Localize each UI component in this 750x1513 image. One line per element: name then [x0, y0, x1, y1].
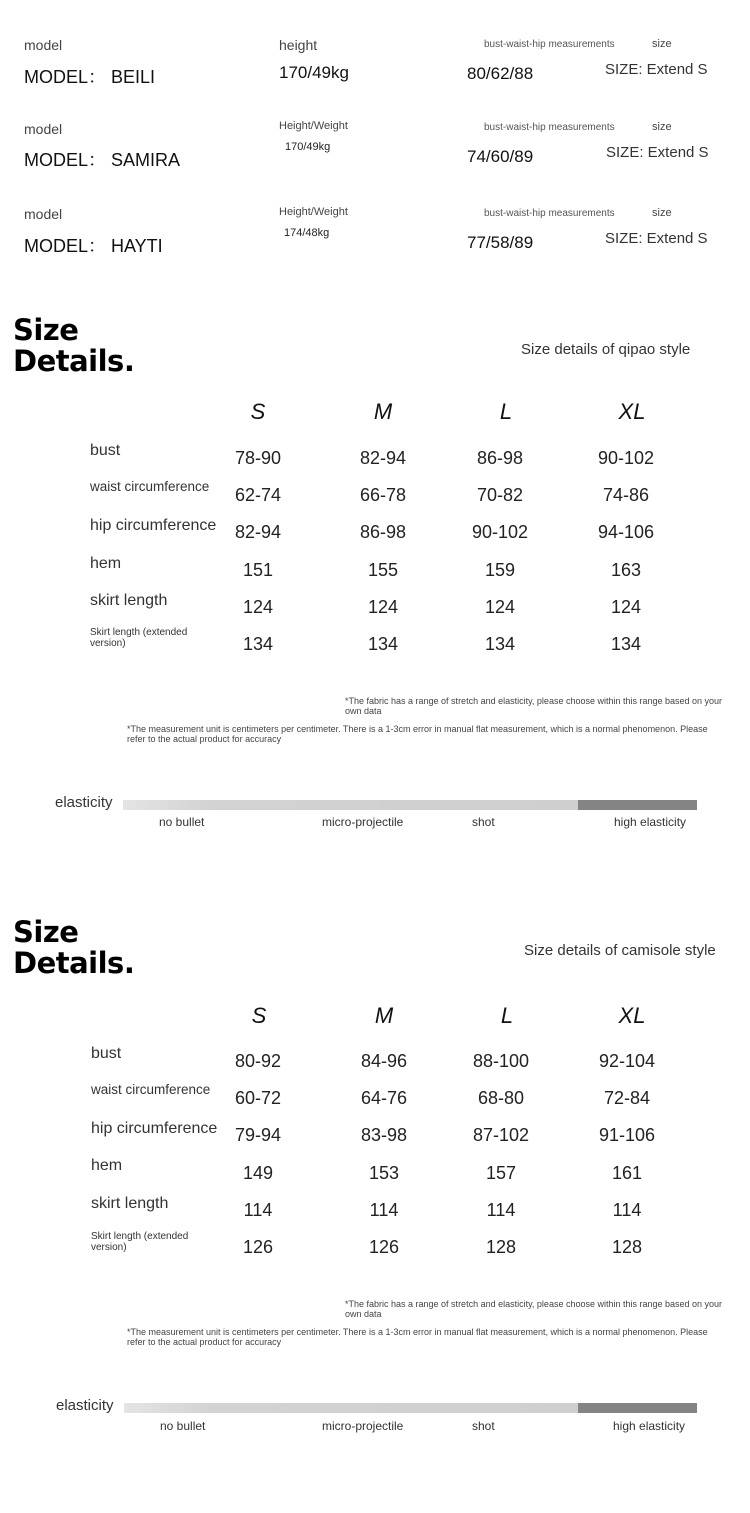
- col-header-s: S: [250, 399, 266, 424]
- row-label-skirt-length-extended: Skirt length (extended version): [90, 627, 188, 649]
- elasticity-label: elasticity: [55, 794, 113, 811]
- elasticity-tick: shot: [472, 1419, 495, 1433]
- col-header-xl: XL: [618, 1003, 646, 1028]
- elasticity-label: elasticity: [56, 1397, 114, 1414]
- row-label-hem: hem: [91, 1157, 123, 1174]
- elasticity-selected-high: [578, 1403, 697, 1413]
- table-cell: 92-104: [598, 1051, 656, 1071]
- table-cell: 66-78: [359, 485, 407, 505]
- table-cell: 149: [242, 1163, 274, 1183]
- size-header: size: [652, 207, 672, 219]
- elasticity-tick: no bullet: [159, 815, 205, 829]
- col-header-l: L: [500, 1003, 514, 1028]
- model-bwh: 77/58/89: [467, 233, 534, 252]
- model-header: model: [24, 121, 63, 137]
- table-cell: 157: [485, 1163, 517, 1183]
- table-cell: 82-94: [359, 448, 407, 468]
- row-label-hip: hip circumference: [91, 1120, 218, 1137]
- row-label-waist: waist circumference: [90, 479, 210, 494]
- measurement-note: *The measurement unit is centimeters per centimeter. There is a 1-3cm error in manual flat measurement, which is a normal phenomenon. Please refer to the actual product for accuracy: [127, 724, 708, 744]
- table-cell: 78-90: [234, 448, 282, 468]
- size-header: size: [652, 38, 672, 50]
- model-header: model: [24, 37, 63, 53]
- table-cell: 86-98: [476, 448, 524, 468]
- height-header: height: [279, 37, 318, 53]
- table-cell: 114: [612, 1200, 642, 1220]
- elasticity-tick: no bullet: [160, 1419, 206, 1433]
- table-cell: 87-102: [472, 1125, 530, 1145]
- stretch-note: *The fabric has a range of stretch and elasticity, please choose within this range based on your own data: [345, 1299, 723, 1319]
- model-size: SIZE: Extend S: [605, 61, 708, 78]
- table-cell: 86-98: [359, 522, 407, 542]
- row-label-bust: bust: [90, 442, 121, 459]
- col-header-l: L: [499, 399, 513, 424]
- table-cell: 90-102: [597, 448, 655, 468]
- model-header: model: [24, 206, 63, 222]
- section-subtitle: Size details of camisole style: [524, 942, 716, 959]
- table-cell: 124: [610, 597, 642, 617]
- table-cell: 161: [611, 1163, 643, 1183]
- table-cell: 91-106: [598, 1125, 656, 1145]
- row-label-hip: hip circumference: [90, 517, 217, 534]
- table-cell: 134: [484, 634, 516, 654]
- table-cell: 88-100: [472, 1051, 530, 1071]
- table-cell: 124: [367, 597, 399, 617]
- model-bwh: 74/60/89: [467, 147, 534, 166]
- model-name: MODEL： SAMIRA: [24, 150, 181, 170]
- table-cell: 134: [367, 634, 399, 654]
- table-cell: 64-76: [360, 1088, 408, 1108]
- model-height-weight: 174/48kg: [284, 227, 330, 239]
- table-cell: 84-96: [360, 1051, 408, 1071]
- table-cell: 74-86: [602, 485, 650, 505]
- table-cell: 83-98: [360, 1125, 408, 1145]
- row-label-skirt-length-extended: Skirt length (extended version): [91, 1231, 189, 1253]
- col-header-xl: XL: [618, 399, 646, 424]
- col-header-s: S: [251, 1003, 267, 1028]
- elasticity-tick: shot: [472, 815, 495, 829]
- row-label-hem: hem: [90, 555, 122, 572]
- elasticity-tick: micro-projectile: [322, 1419, 404, 1433]
- model-bwh: 80/62/88: [467, 64, 534, 83]
- table-cell: 114: [486, 1200, 516, 1220]
- size-header: size: [652, 121, 672, 133]
- bwh-header: bust-waist-hip measurements: [484, 208, 615, 219]
- table-cell: 72-84: [603, 1088, 651, 1108]
- table-cell: 153: [368, 1163, 400, 1183]
- table-cell: 163: [610, 560, 642, 580]
- table-cell: 70-82: [476, 485, 524, 505]
- table-cell: 114: [243, 1200, 273, 1220]
- elasticity-tick: high elasticity: [613, 1419, 686, 1433]
- section-title: Size Details.: [13, 313, 135, 378]
- table-cell: 128: [485, 1237, 517, 1257]
- col-header-m: M: [373, 399, 393, 424]
- table-cell: 114: [369, 1200, 399, 1220]
- row-label-skirt-length: skirt length: [91, 1195, 169, 1212]
- table-cell: 151: [242, 560, 274, 580]
- row-label-bust: bust: [91, 1045, 122, 1062]
- model-size: SIZE: Extend S: [605, 230, 708, 247]
- table-cell: 126: [368, 1237, 400, 1257]
- table-cell: 90-102: [471, 522, 529, 542]
- model-height-weight: 170/49kg: [285, 141, 331, 153]
- table-cell: 159: [484, 560, 516, 580]
- measurement-note: *The measurement unit is centimeters per centimeter. There is a 1-3cm error in manual flat measurement, which is a normal phenomenon. Please refer to the actual product for accuracy: [127, 1327, 708, 1347]
- table-cell: 155: [367, 560, 399, 580]
- model-size: SIZE: Extend S: [606, 144, 709, 161]
- height-weight-header: Height/Weight: [279, 206, 348, 218]
- bwh-header: bust-waist-hip measurements: [484, 39, 615, 50]
- col-header-m: M: [374, 1003, 394, 1028]
- table-cell: 124: [484, 597, 516, 617]
- table-cell: 62-74: [234, 485, 282, 505]
- model-name: MODEL： HAYTI: [24, 236, 163, 256]
- elasticity-selected-high: [578, 800, 697, 810]
- table-cell: 126: [242, 1237, 274, 1257]
- table-cell: 80-92: [234, 1051, 282, 1071]
- row-label-skirt-length: skirt length: [90, 592, 168, 609]
- table-cell: 79-94: [234, 1125, 282, 1145]
- elasticity-scale-bar: [123, 800, 578, 810]
- bwh-header: bust-waist-hip measurements: [484, 122, 615, 133]
- elasticity-tick: micro-projectile: [322, 815, 404, 829]
- table-cell: 128: [611, 1237, 643, 1257]
- elasticity-scale-bar: [124, 1403, 578, 1413]
- table-cell: 134: [242, 634, 274, 654]
- section-title: Size Details.: [13, 915, 135, 980]
- row-label-waist: waist circumference: [91, 1082, 211, 1097]
- table-cell: 134: [610, 634, 642, 654]
- model-height-weight: 170/49kg: [279, 63, 349, 82]
- model-name: MODEL： BEILI: [24, 67, 156, 87]
- table-cell: 68-80: [477, 1088, 525, 1108]
- table-cell: 60-72: [234, 1088, 282, 1108]
- section-subtitle: Size details of qipao style: [521, 341, 691, 358]
- height-weight-header: Height/Weight: [279, 120, 348, 132]
- elasticity-tick: high elasticity: [614, 815, 687, 829]
- stretch-note: *The fabric has a range of stretch and elasticity, please choose within this range based on your own data: [345, 696, 723, 716]
- table-cell: 82-94: [234, 522, 282, 542]
- table-cell: 124: [242, 597, 274, 617]
- table-cell: 94-106: [597, 522, 655, 542]
